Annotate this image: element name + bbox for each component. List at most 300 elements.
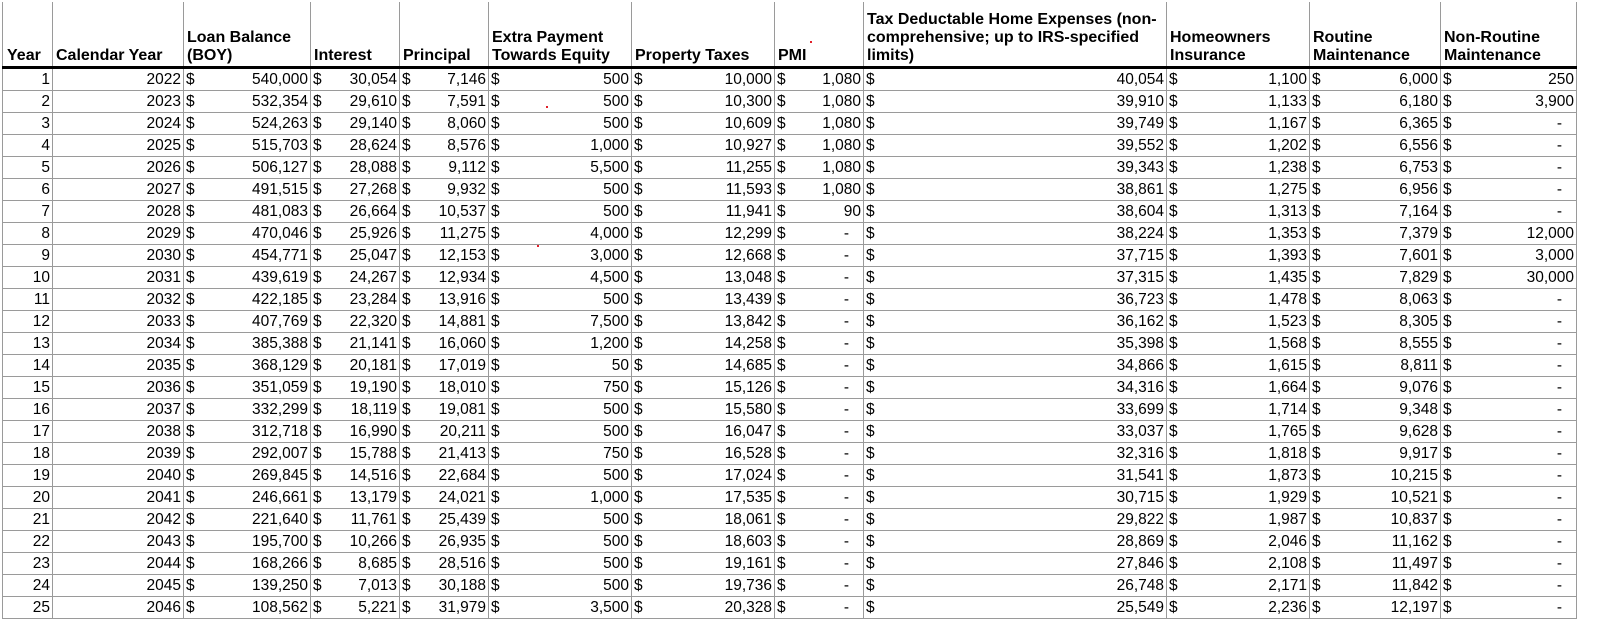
cell-non-routine-maintenance[interactable] [1441, 597, 1577, 619]
cell-calendar-year[interactable]: 2029 [53, 223, 184, 245]
cell-year[interactable]: 23 [3, 553, 53, 575]
cell-calendar-year[interactable]: 2046 [53, 597, 184, 619]
cell-property-taxes[interactable] [632, 355, 775, 377]
header-insurance[interactable]: Homeowners Insurance [1167, 2, 1310, 68]
cell-loan-balance[interactable] [184, 179, 311, 201]
cell-extra-payment[interactable] [489, 399, 632, 421]
cell-property-taxes[interactable] [632, 201, 775, 223]
cell-principal[interactable] [400, 399, 489, 421]
cell-routine-maintenance[interactable] [1310, 201, 1441, 223]
cell-extra-payment[interactable] [489, 179, 632, 201]
cell-non-routine-maintenance[interactable] [1441, 135, 1577, 157]
cell-extra-payment[interactable] [489, 597, 632, 619]
cell-principal[interactable] [400, 355, 489, 377]
cell-year[interactable]: 2 [3, 91, 53, 113]
cell-non-routine-maintenance[interactable] [1441, 487, 1577, 509]
cell-pmi[interactable] [775, 553, 864, 575]
cell-year[interactable]: 18 [3, 443, 53, 465]
cell-year[interactable]: 24 [3, 575, 53, 597]
cell-property-taxes[interactable] [632, 113, 775, 135]
header-pmi[interactable]: PMI [775, 2, 864, 68]
cell-non-routine-maintenance[interactable] [1441, 553, 1577, 575]
cell-interest[interactable] [311, 267, 400, 289]
cell-calendar-year[interactable]: 2030 [53, 245, 184, 267]
cell-non-routine-maintenance[interactable] [1441, 113, 1577, 135]
cell-principal[interactable] [400, 531, 489, 553]
cell-year[interactable]: 8 [3, 223, 53, 245]
cell-interest[interactable] [311, 245, 400, 267]
cell-extra-payment[interactable] [489, 68, 632, 91]
cell-interest[interactable] [311, 113, 400, 135]
cell-tax-deductable[interactable] [864, 267, 1167, 289]
cell-routine-maintenance[interactable] [1310, 135, 1441, 157]
cell-extra-payment[interactable] [489, 487, 632, 509]
cell-property-taxes[interactable] [632, 91, 775, 113]
cell-loan-balance[interactable] [184, 553, 311, 575]
cell-property-taxes[interactable] [632, 531, 775, 553]
cell-calendar-year[interactable]: 2023 [53, 91, 184, 113]
cell-pmi[interactable] [775, 267, 864, 289]
cell-non-routine-maintenance[interactable] [1441, 509, 1577, 531]
cell-insurance[interactable] [1167, 245, 1310, 267]
cell-non-routine-maintenance[interactable] [1441, 443, 1577, 465]
cell-tax-deductable[interactable] [864, 377, 1167, 399]
cell-pmi[interactable] [775, 201, 864, 223]
cell-interest[interactable] [311, 399, 400, 421]
header-non-routine-maintenance[interactable]: Non-Routine Maintenance [1441, 2, 1577, 68]
cell-principal[interactable] [400, 509, 489, 531]
cell-principal[interactable] [400, 91, 489, 113]
cell-calendar-year[interactable]: 2031 [53, 267, 184, 289]
cell-calendar-year[interactable]: 2045 [53, 575, 184, 597]
cell-routine-maintenance[interactable] [1310, 553, 1441, 575]
cell-loan-balance[interactable] [184, 157, 311, 179]
cell-loan-balance[interactable] [184, 245, 311, 267]
cell-loan-balance[interactable] [184, 333, 311, 355]
cell-principal[interactable] [400, 421, 489, 443]
cell-interest[interactable] [311, 68, 400, 91]
cell-principal[interactable] [400, 465, 489, 487]
cell-insurance[interactable] [1167, 157, 1310, 179]
cell-property-taxes[interactable] [632, 509, 775, 531]
cell-year[interactable]: 25 [3, 597, 53, 619]
cell-routine-maintenance[interactable] [1310, 267, 1441, 289]
cell-insurance[interactable] [1167, 179, 1310, 201]
cell-non-routine-maintenance[interactable] [1441, 91, 1577, 113]
cell-year[interactable]: 22 [3, 531, 53, 553]
cell-insurance[interactable] [1167, 465, 1310, 487]
cell-interest[interactable] [311, 465, 400, 487]
cell-non-routine-maintenance[interactable] [1441, 465, 1577, 487]
cell-non-routine-maintenance[interactable] [1441, 399, 1577, 421]
cell-loan-balance[interactable] [184, 531, 311, 553]
cell-insurance[interactable] [1167, 135, 1310, 157]
cell-pmi[interactable] [775, 91, 864, 113]
cell-insurance[interactable] [1167, 91, 1310, 113]
cell-interest[interactable] [311, 91, 400, 113]
cell-year[interactable]: 1 [3, 68, 53, 91]
cell-insurance[interactable] [1167, 289, 1310, 311]
cell-loan-balance[interactable] [184, 91, 311, 113]
cell-extra-payment[interactable] [489, 333, 632, 355]
cell-routine-maintenance[interactable] [1310, 289, 1441, 311]
cell-interest[interactable] [311, 553, 400, 575]
cell-pmi[interactable] [775, 245, 864, 267]
cell-loan-balance[interactable] [184, 597, 311, 619]
cell-calendar-year[interactable]: 2043 [53, 531, 184, 553]
cell-non-routine-maintenance[interactable] [1441, 223, 1577, 245]
cell-loan-balance[interactable] [184, 135, 311, 157]
cell-interest[interactable] [311, 377, 400, 399]
cell-pmi[interactable] [775, 465, 864, 487]
cell-interest[interactable] [311, 179, 400, 201]
cell-pmi[interactable] [775, 421, 864, 443]
cell-routine-maintenance[interactable] [1310, 223, 1441, 245]
cell-non-routine-maintenance[interactable] [1441, 377, 1577, 399]
cell-non-routine-maintenance[interactable] [1441, 157, 1577, 179]
cell-pmi[interactable] [775, 487, 864, 509]
cell-insurance[interactable] [1167, 377, 1310, 399]
cell-calendar-year[interactable]: 2038 [53, 421, 184, 443]
cell-non-routine-maintenance[interactable] [1441, 575, 1577, 597]
cell-tax-deductable[interactable] [864, 289, 1167, 311]
cell-calendar-year[interactable]: 2037 [53, 399, 184, 421]
cell-insurance[interactable] [1167, 487, 1310, 509]
cell-principal[interactable] [400, 157, 489, 179]
cell-loan-balance[interactable] [184, 267, 311, 289]
cell-pmi[interactable] [775, 399, 864, 421]
cell-routine-maintenance[interactable] [1310, 157, 1441, 179]
cell-property-taxes[interactable] [632, 377, 775, 399]
cell-interest[interactable] [311, 157, 400, 179]
cell-year[interactable]: 11 [3, 289, 53, 311]
cell-insurance[interactable] [1167, 509, 1310, 531]
cell-pmi[interactable] [775, 223, 864, 245]
cell-tax-deductable[interactable] [864, 113, 1167, 135]
cell-calendar-year[interactable]: 2042 [53, 509, 184, 531]
cell-non-routine-maintenance[interactable] [1441, 311, 1577, 333]
cell-year[interactable]: 3 [3, 113, 53, 135]
cell-property-taxes[interactable] [632, 553, 775, 575]
cell-principal[interactable] [400, 377, 489, 399]
cell-insurance[interactable] [1167, 113, 1310, 135]
cell-pmi[interactable] [775, 113, 864, 135]
cell-extra-payment[interactable] [489, 553, 632, 575]
cell-year[interactable]: 6 [3, 179, 53, 201]
cell-interest[interactable] [311, 355, 400, 377]
cell-calendar-year[interactable]: 2022 [53, 68, 184, 91]
cell-year[interactable]: 21 [3, 509, 53, 531]
cell-tax-deductable[interactable] [864, 399, 1167, 421]
cell-extra-payment[interactable] [489, 355, 632, 377]
cell-year[interactable]: 15 [3, 377, 53, 399]
cell-insurance[interactable] [1167, 201, 1310, 223]
cell-interest[interactable] [311, 135, 400, 157]
cell-tax-deductable[interactable] [864, 201, 1167, 223]
cell-principal[interactable] [400, 553, 489, 575]
cell-insurance[interactable] [1167, 575, 1310, 597]
cell-non-routine-maintenance[interactable] [1441, 289, 1577, 311]
cell-year[interactable]: 19 [3, 465, 53, 487]
cell-property-taxes[interactable] [632, 597, 775, 619]
cell-non-routine-maintenance[interactable] [1441, 333, 1577, 355]
cell-principal[interactable] [400, 135, 489, 157]
cell-pmi[interactable] [775, 597, 864, 619]
cell-property-taxes[interactable] [632, 289, 775, 311]
cell-pmi[interactable] [775, 509, 864, 531]
cell-tax-deductable[interactable] [864, 597, 1167, 619]
cell-loan-balance[interactable] [184, 487, 311, 509]
cell-pmi[interactable] [775, 377, 864, 399]
cell-extra-payment[interactable] [489, 421, 632, 443]
cell-interest[interactable] [311, 443, 400, 465]
cell-pmi[interactable] [775, 289, 864, 311]
cell-principal[interactable] [400, 289, 489, 311]
cell-property-taxes[interactable] [632, 245, 775, 267]
cell-non-routine-maintenance[interactable] [1441, 201, 1577, 223]
cell-calendar-year[interactable]: 2044 [53, 553, 184, 575]
cell-insurance[interactable] [1167, 223, 1310, 245]
cell-non-routine-maintenance[interactable] [1441, 68, 1577, 91]
cell-extra-payment[interactable] [489, 135, 632, 157]
cell-loan-balance[interactable] [184, 377, 311, 399]
cell-calendar-year[interactable]: 2035 [53, 355, 184, 377]
cell-insurance[interactable] [1167, 355, 1310, 377]
cell-interest[interactable] [311, 531, 400, 553]
cell-routine-maintenance[interactable] [1310, 575, 1441, 597]
cell-tax-deductable[interactable] [864, 157, 1167, 179]
cell-tax-deductable[interactable] [864, 465, 1167, 487]
cell-routine-maintenance[interactable] [1310, 68, 1441, 91]
cell-insurance[interactable] [1167, 311, 1310, 333]
cell-non-routine-maintenance[interactable] [1441, 179, 1577, 201]
header-extra-payment[interactable]: Extra Payment Towards Equity [489, 2, 632, 68]
cell-non-routine-maintenance[interactable] [1441, 355, 1577, 377]
cell-property-taxes[interactable] [632, 223, 775, 245]
cell-property-taxes[interactable] [632, 68, 775, 91]
cell-routine-maintenance[interactable] [1310, 509, 1441, 531]
cell-extra-payment[interactable] [489, 531, 632, 553]
cell-principal[interactable] [400, 113, 489, 135]
cell-pmi[interactable] [775, 443, 864, 465]
cell-property-taxes[interactable] [632, 465, 775, 487]
cell-year[interactable]: 5 [3, 157, 53, 179]
cell-calendar-year[interactable]: 2036 [53, 377, 184, 399]
cell-property-taxes[interactable] [632, 487, 775, 509]
cell-tax-deductable[interactable] [864, 509, 1167, 531]
cell-interest[interactable] [311, 597, 400, 619]
cell-tax-deductable[interactable] [864, 179, 1167, 201]
cell-year[interactable]: 12 [3, 311, 53, 333]
cell-routine-maintenance[interactable] [1310, 487, 1441, 509]
cell-calendar-year[interactable]: 2040 [53, 465, 184, 487]
cell-principal[interactable] [400, 333, 489, 355]
cell-pmi[interactable] [775, 311, 864, 333]
cell-non-routine-maintenance[interactable] [1441, 531, 1577, 553]
cell-insurance[interactable] [1167, 531, 1310, 553]
cell-principal[interactable] [400, 311, 489, 333]
cell-tax-deductable[interactable] [864, 223, 1167, 245]
cell-principal[interactable] [400, 443, 489, 465]
cell-property-taxes[interactable] [632, 135, 775, 157]
cell-extra-payment[interactable] [489, 575, 632, 597]
cell-insurance[interactable] [1167, 421, 1310, 443]
cell-tax-deductable[interactable] [864, 575, 1167, 597]
cell-loan-balance[interactable] [184, 509, 311, 531]
cell-routine-maintenance[interactable] [1310, 377, 1441, 399]
cell-interest[interactable] [311, 487, 400, 509]
cell-loan-balance[interactable] [184, 421, 311, 443]
cell-extra-payment[interactable] [489, 91, 632, 113]
cell-insurance[interactable] [1167, 399, 1310, 421]
cell-property-taxes[interactable] [632, 399, 775, 421]
cell-routine-maintenance[interactable] [1310, 311, 1441, 333]
cell-calendar-year[interactable]: 2026 [53, 157, 184, 179]
cell-property-taxes[interactable] [632, 421, 775, 443]
cell-extra-payment[interactable] [489, 311, 632, 333]
cell-routine-maintenance[interactable] [1310, 531, 1441, 553]
cell-routine-maintenance[interactable] [1310, 245, 1441, 267]
cell-principal[interactable] [400, 68, 489, 91]
cell-calendar-year[interactable]: 2032 [53, 289, 184, 311]
cell-routine-maintenance[interactable] [1310, 421, 1441, 443]
cell-non-routine-maintenance[interactable] [1441, 245, 1577, 267]
cell-routine-maintenance[interactable] [1310, 399, 1441, 421]
cell-tax-deductable[interactable] [864, 487, 1167, 509]
cell-principal[interactable] [400, 597, 489, 619]
cell-routine-maintenance[interactable] [1310, 91, 1441, 113]
header-tax-deductable[interactable]: Tax Deductable Home Expenses (non-comprehensive; up to IRS-specified limits) [864, 2, 1167, 68]
header-loan-balance[interactable]: Loan Balance (BOY) [184, 2, 311, 68]
cell-calendar-year[interactable]: 2025 [53, 135, 184, 157]
cell-year[interactable]: 13 [3, 333, 53, 355]
cell-year[interactable]: 17 [3, 421, 53, 443]
cell-principal[interactable] [400, 179, 489, 201]
cell-tax-deductable[interactable] [864, 91, 1167, 113]
cell-year[interactable]: 4 [3, 135, 53, 157]
header-year[interactable]: Year [3, 2, 53, 68]
cell-principal[interactable] [400, 201, 489, 223]
cell-calendar-year[interactable]: 2024 [53, 113, 184, 135]
cell-extra-payment[interactable] [489, 465, 632, 487]
cell-calendar-year[interactable]: 2027 [53, 179, 184, 201]
cell-loan-balance[interactable] [184, 201, 311, 223]
cell-loan-balance[interactable] [184, 289, 311, 311]
cell-calendar-year[interactable]: 2041 [53, 487, 184, 509]
cell-pmi[interactable] [775, 179, 864, 201]
cell-tax-deductable[interactable] [864, 531, 1167, 553]
cell-interest[interactable] [311, 311, 400, 333]
cell-insurance[interactable] [1167, 68, 1310, 91]
header-principal[interactable]: Principal [400, 2, 489, 68]
cell-calendar-year[interactable]: 2039 [53, 443, 184, 465]
cell-interest[interactable] [311, 289, 400, 311]
cell-year[interactable]: 20 [3, 487, 53, 509]
cell-non-routine-maintenance[interactable] [1441, 267, 1577, 289]
cell-extra-payment[interactable] [489, 157, 632, 179]
cell-loan-balance[interactable] [184, 113, 311, 135]
cell-routine-maintenance[interactable] [1310, 443, 1441, 465]
cell-loan-balance[interactable] [184, 311, 311, 333]
cell-routine-maintenance[interactable] [1310, 179, 1441, 201]
cell-interest[interactable] [311, 421, 400, 443]
cell-tax-deductable[interactable] [864, 333, 1167, 355]
cell-extra-payment[interactable] [489, 289, 632, 311]
cell-loan-balance[interactable] [184, 68, 311, 91]
cell-pmi[interactable] [775, 531, 864, 553]
cell-pmi[interactable] [775, 333, 864, 355]
cell-tax-deductable[interactable] [864, 443, 1167, 465]
cell-extra-payment[interactable] [489, 113, 632, 135]
cell-loan-balance[interactable] [184, 443, 311, 465]
cell-tax-deductable[interactable] [864, 553, 1167, 575]
cell-tax-deductable[interactable] [864, 421, 1167, 443]
cell-tax-deductable[interactable] [864, 68, 1167, 91]
cell-principal[interactable] [400, 487, 489, 509]
cell-routine-maintenance[interactable] [1310, 333, 1441, 355]
cell-calendar-year[interactable]: 2028 [53, 201, 184, 223]
header-calendar-year[interactable]: Calendar Year [53, 2, 184, 68]
cell-routine-maintenance[interactable] [1310, 355, 1441, 377]
cell-interest[interactable] [311, 575, 400, 597]
cell-property-taxes[interactable] [632, 575, 775, 597]
cell-tax-deductable[interactable] [864, 355, 1167, 377]
cell-pmi[interactable] [775, 157, 864, 179]
cell-principal[interactable] [400, 575, 489, 597]
cell-insurance[interactable] [1167, 597, 1310, 619]
cell-loan-balance[interactable] [184, 465, 311, 487]
cell-property-taxes[interactable] [632, 267, 775, 289]
cell-extra-payment[interactable] [489, 223, 632, 245]
cell-principal[interactable] [400, 245, 489, 267]
cell-principal[interactable] [400, 267, 489, 289]
cell-tax-deductable[interactable] [864, 245, 1167, 267]
cell-interest[interactable] [311, 333, 400, 355]
cell-pmi[interactable] [775, 68, 864, 91]
cell-extra-payment[interactable] [489, 443, 632, 465]
cell-year[interactable]: 7 [3, 201, 53, 223]
cell-extra-payment[interactable] [489, 509, 632, 531]
cell-pmi[interactable] [775, 575, 864, 597]
cell-calendar-year[interactable]: 2033 [53, 311, 184, 333]
header-routine-maintenance[interactable]: Routine Maintenance [1310, 2, 1441, 68]
cell-property-taxes[interactable] [632, 157, 775, 179]
header-interest[interactable]: Interest [311, 2, 400, 68]
cell-extra-payment[interactable] [489, 377, 632, 399]
cell-routine-maintenance[interactable] [1310, 465, 1441, 487]
cell-property-taxes[interactable] [632, 443, 775, 465]
cell-routine-maintenance[interactable] [1310, 113, 1441, 135]
cell-tax-deductable[interactable] [864, 311, 1167, 333]
cell-interest[interactable] [311, 201, 400, 223]
cell-insurance[interactable] [1167, 553, 1310, 575]
cell-insurance[interactable] [1167, 333, 1310, 355]
cell-extra-payment[interactable] [489, 245, 632, 267]
cell-loan-balance[interactable] [184, 575, 311, 597]
cell-year[interactable]: 10 [3, 267, 53, 289]
cell-property-taxes[interactable] [632, 311, 775, 333]
cell-loan-balance[interactable] [184, 399, 311, 421]
cell-year[interactable]: 14 [3, 355, 53, 377]
cell-year[interactable]: 9 [3, 245, 53, 267]
cell-extra-payment[interactable] [489, 201, 632, 223]
cell-loan-balance[interactable] [184, 223, 311, 245]
cell-year[interactable]: 16 [3, 399, 53, 421]
cell-non-routine-maintenance[interactable] [1441, 421, 1577, 443]
cell-loan-balance[interactable] [184, 355, 311, 377]
cell-insurance[interactable] [1167, 267, 1310, 289]
cell-property-taxes[interactable] [632, 333, 775, 355]
